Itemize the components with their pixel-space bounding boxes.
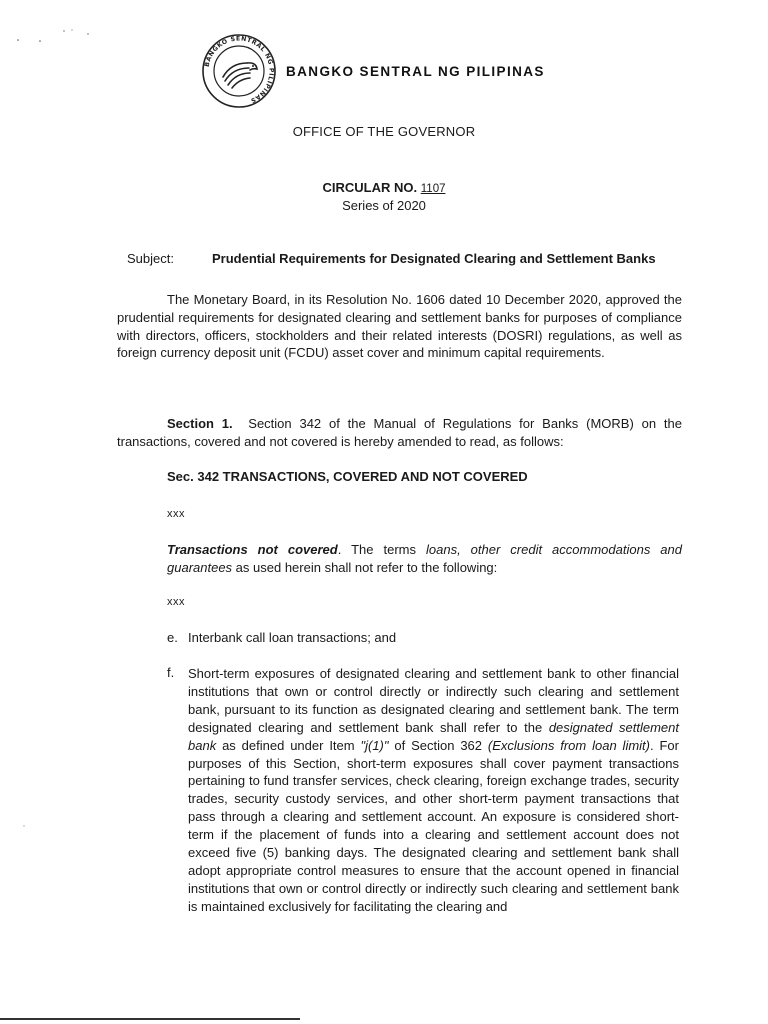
circular-number bbox=[0, 180, 768, 195]
omission-marker: xxx bbox=[167, 508, 185, 520]
item-e-text: Interbank call loan transactions; and bbox=[188, 630, 397, 645]
subject-text: Prudential Requirements for Designated Clearing and Settlement Banks bbox=[212, 251, 656, 266]
transactions-not-covered-label: Transactions not covered bbox=[167, 542, 338, 557]
item-f-label: f. bbox=[167, 665, 175, 680]
item-f-part4: . For purposes of this Section, short-term exposures shall cover payment transactions pertaining to fund transfer services, check clearing, foreign exchange trades, security trades, security custody services, and other short-term payment transactions that pass through a clearing and settlement account. An exposure is considered short-term if the placement of funds into a clearing and settlement account does not exceed five (5) banking days. The designated clearing and settlement bank shall adopt appropriate control measures to ensure that the account opened in financial institutions that own or control directly or indirectly such clearing and settlement bank is maintained exclusively for facilitating the clearing and bbox=[188, 737, 679, 914]
circular-number-value: 1107 bbox=[420, 183, 446, 195]
item-f-italic2: "j(1)" bbox=[360, 737, 389, 753]
tnc-text-a: . The terms bbox=[337, 542, 426, 557]
subject-label: Subject: bbox=[127, 251, 174, 266]
item-f-part1: Short-term exposures of designated clearing and settlement bank to other financial institutions that own or control directly or indirectly such clearing and settlement bank, pursuant to its function as designated clearing and settlement bank. The term designated clearing and settlement bank shall refer to the bbox=[188, 666, 679, 735]
item-e-label: e. bbox=[167, 630, 178, 645]
bsp-seal-icon bbox=[201, 33, 277, 109]
item-f-part3: of Section 362 bbox=[388, 737, 488, 753]
circular-label: CIRCULAR NO. bbox=[322, 180, 418, 195]
circular-series: Series of 2020 bbox=[342, 198, 426, 213]
item-f-text bbox=[188, 665, 679, 916]
intro-paragraph bbox=[117, 291, 682, 362]
item-f-part2: as defined under Item bbox=[216, 737, 361, 753]
section-1-label: Section 1. bbox=[167, 416, 233, 431]
sec-342-title: Sec. 342 TRANSACTIONS, COVERED AND NOT COVERED bbox=[167, 469, 528, 484]
omission-marker-2: xxx bbox=[167, 596, 185, 608]
section-1-paragraph bbox=[117, 415, 682, 451]
section-1-text: Section 342 of the Manual of Regulations for Banks (MORB) on the transactions, covered and not covered is hereby amended to read, as follows: bbox=[117, 416, 682, 449]
item-f-italic1: designated settlement bank bbox=[188, 719, 679, 753]
svg-text:BANGKO SENTRAL NG PILIPINAS: BANGKO SENTRAL NG PILIPINAS bbox=[203, 35, 275, 105]
office-title: OFFICE OF THE GOVERNOR bbox=[292, 124, 476, 139]
tnc-text-b: as used herein shall not refer to the following: bbox=[232, 560, 498, 575]
intro-text: The Monetary Board, in its Resolution No. 1606 dated 10 December 2020, approved the prudential requirements for designated clearing and settlement banks for purposes of compliance with directors, officers, stockholders and their related interests (DOSRI) regulations, as well as foreign currency deposit unit (FCDU) asset cover and minimum capital requirements. bbox=[117, 292, 682, 361]
item-f-italic3: (Exclusions from loan limit) bbox=[487, 737, 650, 753]
footer-rule bbox=[0, 1018, 300, 1020]
tnc-italic-terms: loans, other credit accommodations and guarantees bbox=[167, 542, 682, 575]
transactions-not-covered-paragraph bbox=[167, 541, 682, 577]
bank-name: BANGKO SENTRAL NG PILIPINAS bbox=[286, 64, 545, 79]
